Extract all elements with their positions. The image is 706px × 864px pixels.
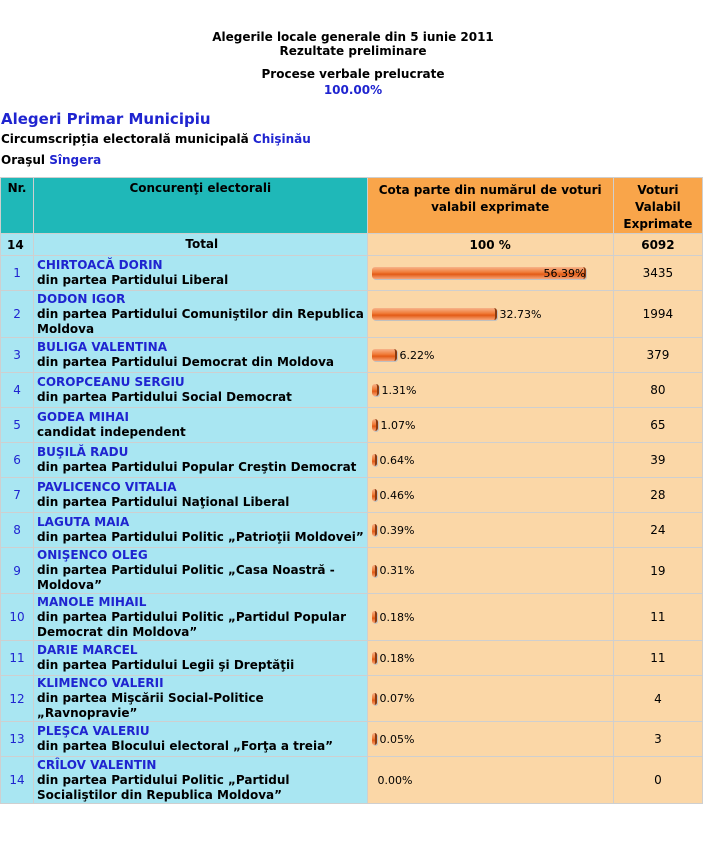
share-bar-wrap — [368, 452, 613, 468]
candidate-votes: 19 — [614, 548, 702, 593]
share-bar-wrap — [368, 417, 613, 433]
candidate-nr: 8 — [1, 513, 33, 547]
candidate-nr: 14 — [1, 757, 33, 803]
processed-label: Procese verbale prelucrate — [261, 67, 445, 81]
share-bar — [372, 308, 497, 320]
total-share: 100 % — [368, 234, 613, 255]
candidate-name-link[interactable]: DODON IGOR — [37, 291, 126, 306]
city-label: Oraşul — [1, 153, 46, 167]
share-bar-wrap — [368, 306, 613, 322]
header-nr: Nr. — [1, 178, 33, 233]
share-percent-label: 0.31% — [379, 564, 415, 577]
city-link[interactable]: Sîngera — [49, 153, 102, 167]
share-percent-label: 0.64% — [379, 453, 415, 467]
candidate-row — [1, 548, 702, 593]
candidate-nr: 1 — [1, 256, 33, 290]
candidate-cell — [34, 513, 366, 547]
share-bar-wrap — [368, 650, 613, 666]
candidate-row — [1, 443, 702, 477]
share-bar-wrap — [368, 347, 613, 363]
candidate-row — [1, 676, 702, 721]
candidate-votes: 379 — [614, 338, 702, 372]
share-percent-label: 32.73% — [499, 307, 542, 321]
share-cell — [368, 513, 613, 547]
candidate-name-link[interactable]: DARIE MARCEL — [37, 643, 138, 657]
candidate-name-link[interactable]: GODEA MIHAI — [37, 410, 129, 424]
share-cell — [368, 338, 613, 372]
share-bar — [372, 489, 377, 501]
share-bar — [372, 454, 377, 466]
share-bar — [372, 611, 377, 623]
candidate-cell — [34, 256, 366, 290]
candidate-row — [1, 594, 702, 640]
circumscription-line — [1, 132, 311, 146]
share-cell — [368, 291, 613, 337]
candidate-party: din partea Partidului Liberal — [37, 273, 229, 287]
candidate-nr: 11 — [1, 641, 33, 675]
candidate-votes: 1994 — [614, 291, 702, 337]
candidate-cell — [34, 478, 366, 512]
candidate-row — [1, 641, 702, 675]
candidate-votes: 28 — [614, 478, 702, 512]
candidate-nr: 13 — [1, 722, 33, 756]
share-bar — [372, 693, 377, 705]
candidate-cell — [34, 676, 366, 721]
total-label: Total — [34, 234, 366, 255]
candidate-nr: 10 — [1, 594, 33, 640]
candidate-row — [1, 373, 702, 407]
page-subtitle: Rezultate preliminare — [279, 44, 427, 58]
candidate-votes: 3435 — [614, 256, 702, 290]
candidate-cell — [34, 373, 366, 407]
candidate-nr: 6 — [1, 443, 33, 477]
share-percent-label: 6.22% — [399, 348, 435, 362]
total-votes: 6092 — [614, 234, 702, 255]
candidate-nr: 12 — [1, 676, 33, 721]
candidate-party: din partea Partidului Politic „Patrioţii Moldovei” — [37, 530, 364, 544]
share-bar-wrap — [368, 563, 613, 579]
share-bar-wrap — [368, 487, 613, 503]
total-row — [1, 234, 702, 255]
candidate-nr: 7 — [1, 478, 33, 512]
city-line — [1, 153, 101, 167]
share-percent-label: 1.07% — [380, 418, 416, 432]
candidate-nr: 4 — [1, 373, 33, 407]
share-bar-wrap — [368, 772, 613, 788]
candidate-votes: 39 — [614, 443, 702, 477]
share-bar — [372, 419, 378, 431]
share-cell — [368, 478, 613, 512]
circumscription-label: Circumscripția electorală municipală — [1, 132, 249, 146]
candidate-cell — [34, 757, 366, 803]
candidate-party: din partea Partidului Politic „Casa Noastră - Moldova” — [37, 563, 335, 592]
share-bar — [372, 652, 377, 664]
candidate-name-link[interactable]: MANOLE MIHAIL — [37, 594, 147, 609]
total-nr: 14 — [1, 234, 33, 255]
candidate-name-link[interactable]: PLEŞCA VALERIU — [37, 724, 150, 738]
share-cell — [368, 256, 613, 290]
candidate-nr: 2 — [1, 291, 33, 337]
header-votes: Voturi Valabil Exprimate — [614, 178, 702, 233]
share-bar-wrap — [368, 731, 613, 747]
share-percent-label: 0.07% — [379, 692, 415, 705]
candidate-name-link[interactable]: KLIMENCO VALERII — [37, 676, 164, 690]
candidate-cell — [34, 722, 366, 756]
share-bar — [372, 384, 379, 396]
candidate-row — [1, 338, 702, 372]
candidate-votes: 0 — [614, 757, 702, 803]
share-cell — [368, 594, 613, 640]
share-bar-wrap — [368, 691, 613, 707]
candidate-name-link[interactable]: CRÎLOV VALENTIN — [37, 757, 157, 772]
candidate-nr: 5 — [1, 408, 33, 442]
candidate-party: din partea Partidului Naţional Liberal — [37, 495, 290, 509]
candidate-party: din partea Partidului Social Democrat — [37, 390, 292, 404]
share-bar-wrap — [368, 382, 613, 398]
results-table — [0, 177, 703, 804]
candidate-cell — [34, 548, 366, 593]
candidate-row — [1, 757, 702, 803]
candidate-name-link[interactable]: LAGUTA MAIA — [37, 515, 130, 529]
share-bar — [372, 349, 397, 361]
candidate-votes: 24 — [614, 513, 702, 547]
candidate-row — [1, 256, 702, 290]
candidate-party: din partea Blocului electoral „Forţa a treia” — [37, 739, 334, 753]
share-percent-label: 0.05% — [379, 732, 415, 746]
share-percent-label: 0.39% — [379, 523, 415, 537]
candidate-row — [1, 722, 702, 756]
candidate-party: din partea Partidului Politic „Partidul Socialiştilor din Republica Moldova” — [37, 772, 290, 802]
share-bar — [372, 524, 377, 536]
candidate-name-link[interactable]: CHIRTOACĂ DORIN — [37, 258, 163, 272]
candidate-cell — [34, 338, 366, 372]
candidate-name-link[interactable]: ONIŞENCO OLEG — [37, 548, 148, 562]
share-bar-wrap — [368, 609, 613, 625]
candidate-votes: 65 — [614, 408, 702, 442]
circumscription-link[interactable]: Chişinău — [252, 132, 311, 146]
candidate-cell — [34, 291, 366, 337]
share-percent-label: 1.31% — [381, 383, 417, 397]
share-percent-label: 0.00% — [377, 773, 413, 787]
share-cell — [368, 548, 613, 593]
share-percent-label: 56.39% — [543, 266, 586, 280]
page-title: Alegerile locale generale din 5 iunie 2011 — [212, 30, 494, 44]
header-candidates: Concurenţi electorali — [34, 178, 366, 233]
candidate-votes: 3 — [614, 722, 702, 756]
share-cell — [368, 443, 613, 477]
candidate-cell — [34, 641, 366, 675]
candidate-party: din partea Partidului Comuniştilor din Republica Moldova — [37, 306, 364, 336]
section-title: Alegeri Primar Municipiu — [1, 110, 211, 128]
candidate-party: din partea Partidului Politic „Partidul Popular Democrat din Moldova” — [37, 609, 346, 639]
share-percent-label: 0.18% — [379, 610, 415, 624]
candidate-party: candidat independent — [37, 425, 186, 439]
candidate-row — [1, 478, 702, 512]
share-cell — [368, 676, 613, 721]
share-cell — [368, 641, 613, 675]
share-bar — [372, 565, 377, 577]
header-share: Cota parte din numărul de voturi valabil exprimate — [368, 178, 613, 233]
candidate-row — [1, 291, 702, 337]
share-cell — [368, 722, 613, 756]
candidate-name-link[interactable]: PAVLICENCO VITALIA — [37, 480, 177, 494]
share-bar-wrap — [368, 522, 613, 538]
candidate-votes: 80 — [614, 373, 702, 407]
candidate-votes: 4 — [614, 676, 702, 721]
candidate-nr: 9 — [1, 548, 33, 593]
candidate-party: din partea Partidului Popular Creştin Democrat — [37, 460, 357, 474]
share-bar — [372, 733, 377, 745]
candidate-name-link[interactable]: BUŞILĂ RADU — [37, 445, 129, 459]
candidate-name-link[interactable]: BULIGA VALENTINA — [37, 340, 167, 354]
candidate-votes: 11 — [614, 594, 702, 640]
candidate-party: din partea Mişcării Social-Politice „Ravnopravie” — [37, 691, 264, 720]
candidate-name-link[interactable]: COROPCEANU SERGIU — [37, 375, 185, 389]
share-bar-wrap — [368, 265, 613, 281]
share-percent-label: 0.46% — [379, 488, 415, 502]
share-cell — [368, 408, 613, 442]
candidate-party: din partea Partidului Democrat din Moldova — [37, 355, 334, 369]
candidate-cell — [34, 443, 366, 477]
candidate-party: din partea Partidului Legii şi Dreptăţii — [37, 658, 295, 672]
candidate-votes: 11 — [614, 641, 702, 675]
candidate-cell — [34, 408, 366, 442]
candidate-cell — [34, 594, 366, 640]
processed-value: 100.00% — [323, 83, 383, 97]
candidate-nr: 3 — [1, 338, 33, 372]
candidate-row — [1, 408, 702, 442]
share-cell — [368, 757, 613, 803]
candidate-row — [1, 513, 702, 547]
share-percent-label: 0.18% — [379, 651, 415, 665]
share-cell — [368, 373, 613, 407]
